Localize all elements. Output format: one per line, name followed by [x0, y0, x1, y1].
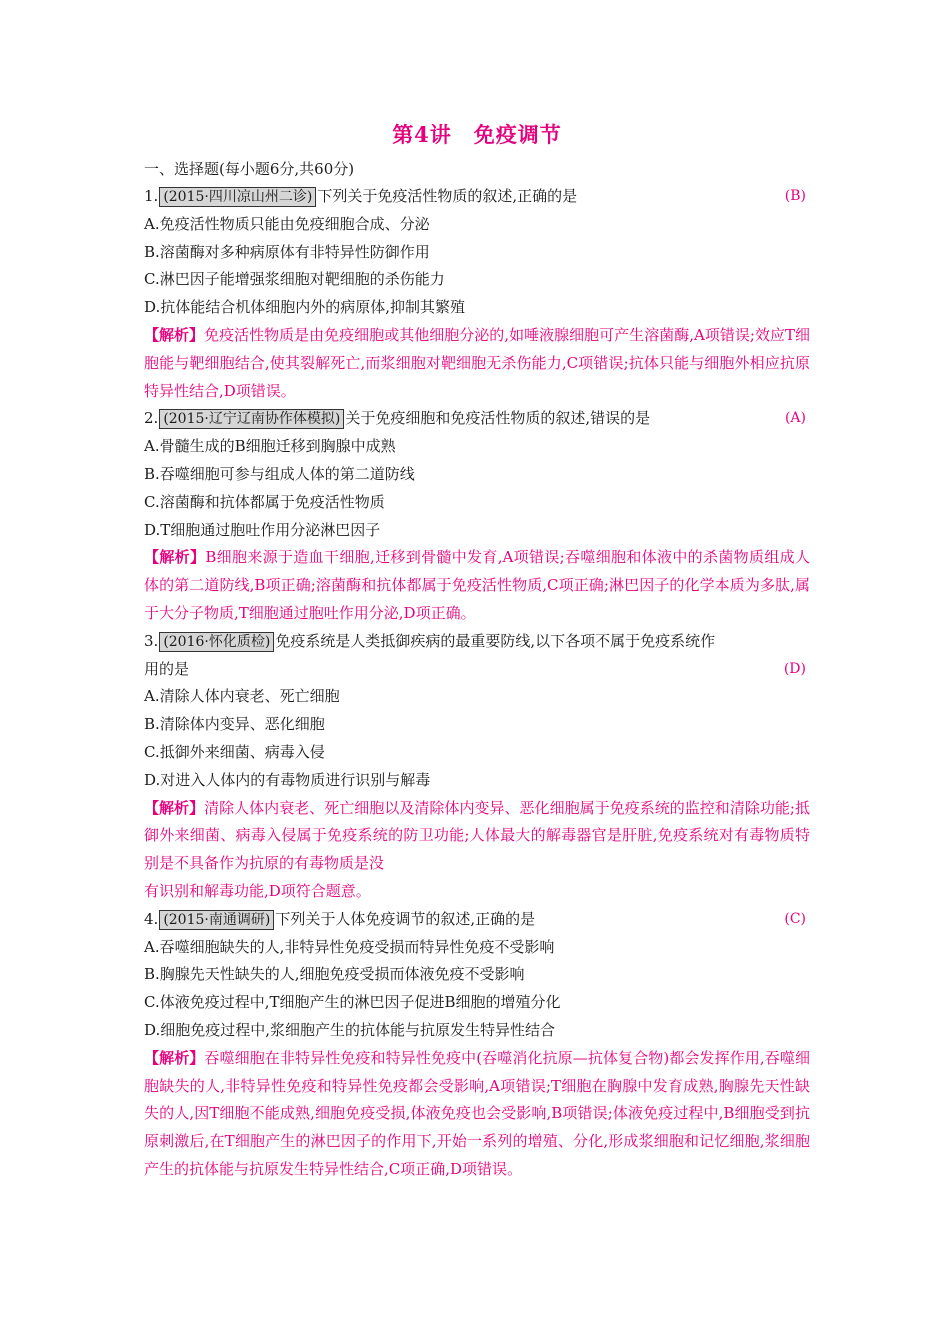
answer-label: (C)	[784, 910, 806, 927]
source-tag: (2015·辽宁辽南协作体模拟)	[159, 409, 344, 429]
question-1	[144, 183, 810, 405]
question-stem	[144, 405, 810, 433]
question-2	[144, 405, 810, 627]
option-c: C.体液免疫过程中,T细胞产生的淋巴因子促进B细胞的增殖分化	[144, 993, 561, 1012]
explanation-text: B细胞来源于造血干细胞,迁移到骨髓中发育,A项错误;吞噬细胞和体液中的杀菌物质组成人体的第二道防线,B项正确;溶菌酶和抗体都属于免疫活性物质,C项正确;淋巴因子的化学本质为多肽,属于大分子物质,T细胞通过胞吐作用分泌,D项正确。	[144, 548, 810, 622]
section-heading: 一、选择题(每小题6分,共60分)	[144, 160, 355, 178]
option-c: C.溶菌酶和抗体都属于免疫活性物质	[144, 492, 385, 511]
option-c: C.淋巴因子能增强浆细胞对靶细胞的杀伤能力	[144, 270, 445, 289]
answer-label: (A)	[784, 410, 806, 427]
explanation	[144, 322, 810, 405]
question-4	[144, 906, 810, 1184]
option-d: D.抗体能结合机体细胞内外的病原体,抑制其繁殖	[144, 298, 466, 317]
source-tag: (2016·怀化质检)	[159, 632, 274, 652]
question-stem	[144, 906, 810, 934]
question-text: 免疫系统是人类抵御疾病的最重要防线,以下各项不属于免疫系统作	[275, 631, 716, 650]
option-a: A.免疫活性物质只能由免疫细胞合成、分泌	[144, 214, 430, 233]
question-number: 4.	[144, 909, 159, 928]
question-text: 下列关于免疫活性物质的叙述,正确的是	[317, 187, 578, 205]
page-title: 第4讲 免疫调节	[392, 122, 562, 147]
question-text: 关于免疫细胞和免疫活性物质的叙述,错误的是	[345, 409, 651, 428]
explanation	[144, 544, 810, 627]
option-a: A.清除人体内衰老、死亡细胞	[144, 687, 340, 706]
option-b: B.吞噬细胞可参与组成人体的第二道防线	[144, 464, 415, 483]
question-stem	[144, 628, 810, 656]
option-d: D.细胞免疫过程中,浆细胞产生的抗体能与抗原发生特异性结合	[144, 1020, 556, 1039]
option-b: B.溶菌酶对多种病原体有非特异性防御作用	[144, 242, 430, 261]
option-c: C.抵御外来细菌、病毒入侵	[144, 742, 325, 761]
option-a: A.骨髓生成的B细胞迁移到胸腺中成熟	[144, 437, 396, 456]
option-d: D.对进入人体内的有毒物质进行识别与解毒	[144, 770, 431, 789]
explanation-tag: 【解析】	[144, 548, 206, 567]
question-number: 1.	[144, 187, 159, 205]
explanation-text: 免疫活性物质是由免疫细胞或其他细胞分泌的,如唾液腺细胞可产生溶菌酶,A项错误;效应T细胞能与靶细胞结合,使其裂解死亡,而浆细胞对靶细胞无杀伤能力,C项错误;抗体只能与细胞外相应抗原特异性结合,D项错误。	[144, 325, 810, 400]
explanation-continued: 有识别和解毒功能,D项符合题意。	[144, 881, 371, 900]
source-tag: (2015·四川凉山州二诊)	[159, 187, 316, 207]
explanation-text: 清除人体内衰老、死亡细胞以及清除体内变异、恶化细胞属于免疫系统的监控和清除功能;抵御外来细菌、病毒入侵属于免疫系统的防卫功能;人体最大的解毒器官是肝脏,免疫系统对有毒物质特别是不具备作为抗原的有毒物质是没	[144, 798, 810, 873]
question-3	[144, 628, 810, 906]
source-tag: (2015·南通调研)	[159, 910, 274, 930]
option-d: D.T细胞通过胞吐作用分泌淋巴因子	[144, 520, 381, 539]
answer-label: (B)	[784, 188, 806, 204]
question-text: 下列关于人体免疫调节的叙述,正确的是	[275, 909, 536, 928]
document-page	[144, 118, 810, 1184]
explanation-tag: 【解析】	[144, 798, 205, 817]
option-b: B.清除体内变异、恶化细胞	[144, 715, 325, 734]
explanation-tag: 【解析】	[144, 1048, 205, 1067]
explanation	[144, 1045, 810, 1184]
explanation-tag: 【解析】	[144, 325, 205, 344]
question-text-continued: 用的是	[144, 659, 190, 678]
question-number: 3.	[144, 631, 159, 650]
explanation	[144, 795, 810, 878]
question-stem-continued	[144, 656, 810, 684]
explanation-text: 吞噬细胞在非特异性免疫和特异性免疫中(吞噬消化抗原—抗体复合物)都会发挥作用,吞噬细胞缺失的人,非特异性免疫和特异性免疫都会受影响,A项错误;T细胞在胸腺中发育成熟,胸腺先天性缺失的人,因T细胞不能成熟,细胞免疫受损,体液免疫也会受影响,B项错误;体液免疫过程中,B细胞受到抗原刺激后,在T细胞产生的淋巴因子的作用下,开始一系列的增殖、分化,形成浆细胞和记忆细胞,浆细胞产生的抗体能与抗原发生特异性结合,C项正确,D项错误。	[144, 1048, 810, 1178]
option-b: B.胸腺先天性缺失的人,细胞免疫受损而体液免疫不受影响	[144, 965, 525, 984]
question-stem	[144, 183, 810, 211]
question-number: 2.	[144, 409, 159, 428]
option-a: A.吞噬细胞缺失的人,非特异性免疫受损而特异性免疫不受影响	[144, 937, 555, 956]
answer-label: (D)	[783, 660, 806, 677]
